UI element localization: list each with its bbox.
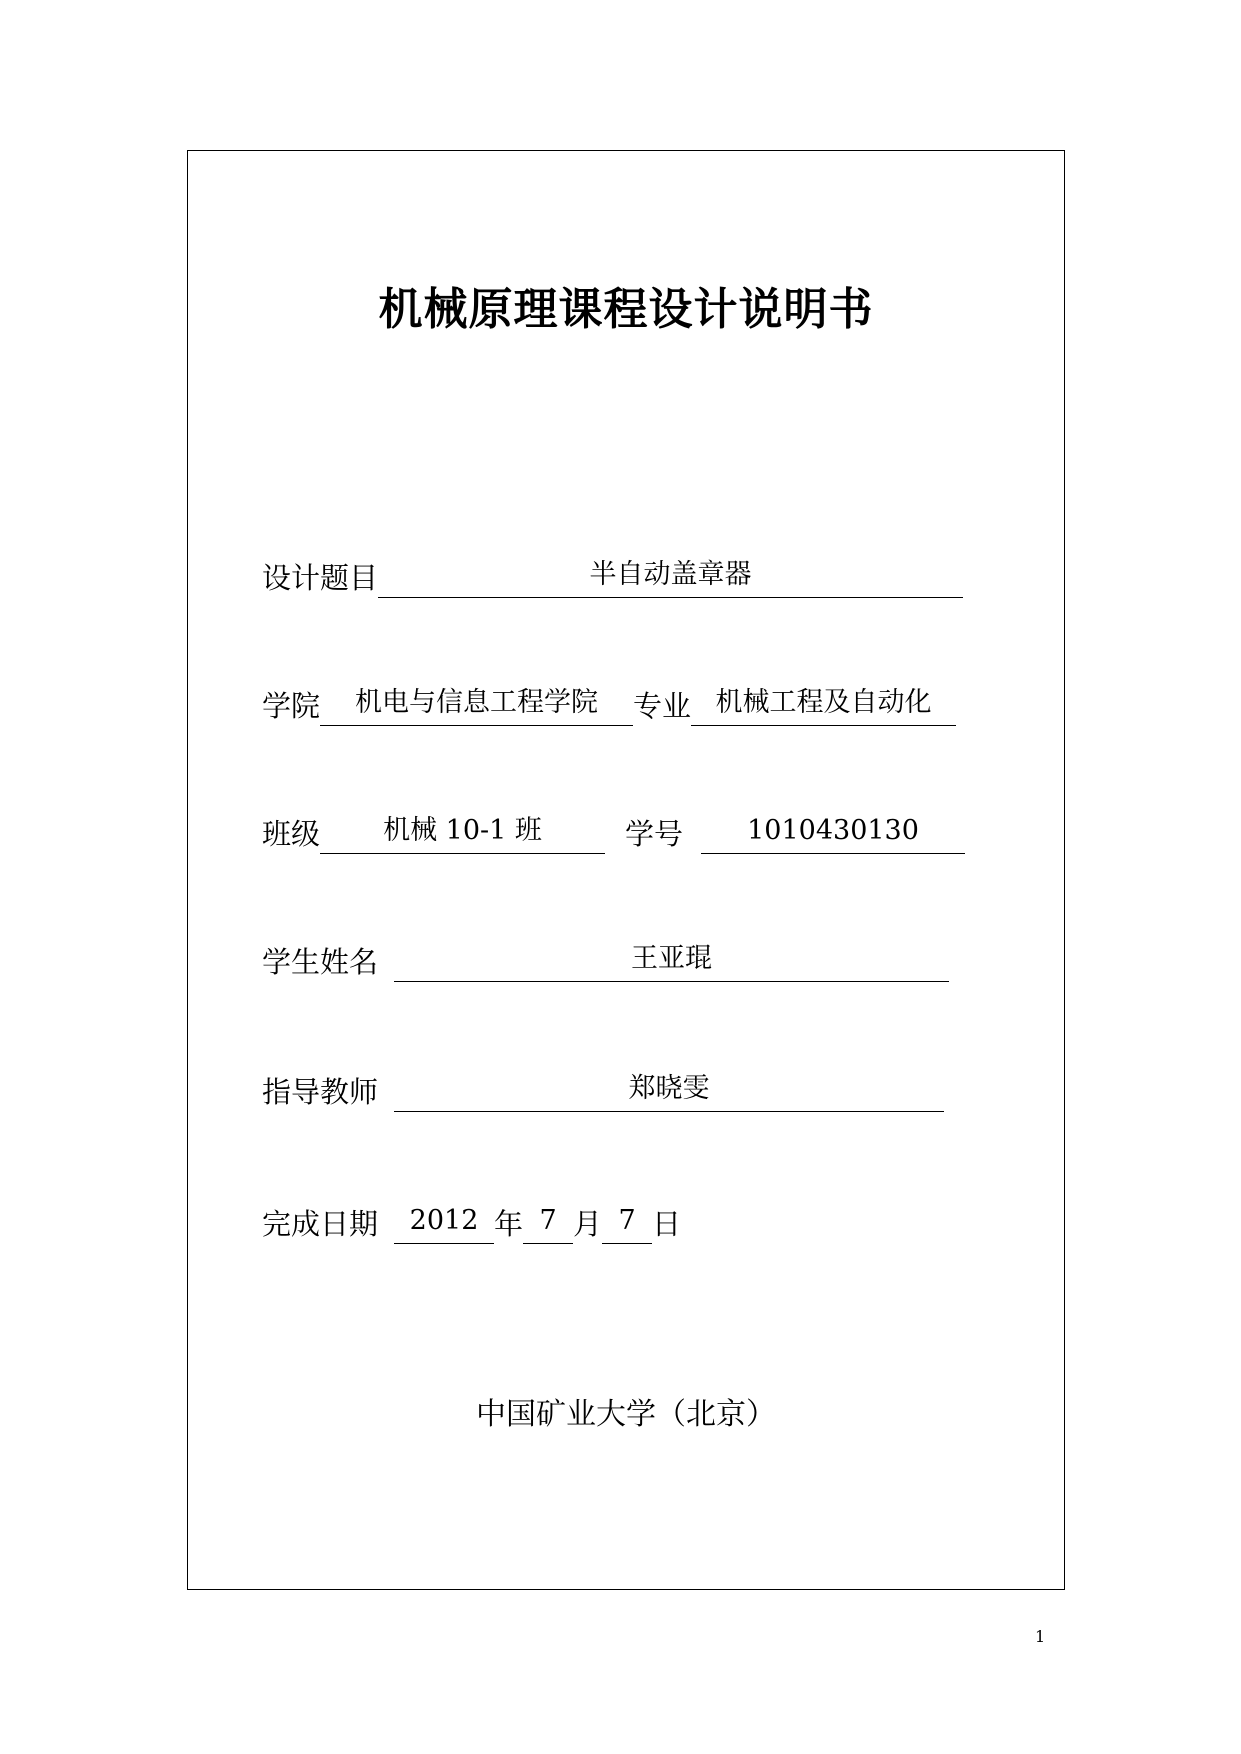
completion-date-row [262,1196,681,1244]
student-name-value: 王亚琨 [394,939,949,982]
completion-year-value: 2012 [394,1201,494,1244]
major-label: 专业 [633,689,692,723]
major-value: 机械工程及自动化 [691,683,956,726]
topic-value: 半自动盖章器 [378,555,963,598]
advisor-row [262,1064,944,1112]
topic-row [262,550,963,598]
month-unit: 月 [573,1207,603,1241]
document-title: 机械原理课程设计说明书 [378,284,874,335]
student-name-row [262,934,949,982]
class-id-row [262,806,965,854]
student-name-label: 学生姓名 [262,945,379,979]
university-name: 中国矿业大学（北京） [476,1397,776,1432]
day-unit: 日 [652,1207,682,1241]
page-number: 1 [1035,1627,1046,1646]
advisor-label: 指导教师 [262,1075,379,1109]
year-unit: 年 [494,1207,524,1241]
advisor-value: 郑晓雯 [394,1069,944,1112]
student-id-label: 学号 [625,817,684,851]
topic-label: 设计题目 [262,561,379,595]
student-id-value: 1010430130 [701,811,965,854]
college-major-row [262,678,956,726]
completion-month-value: 7 [523,1201,573,1244]
completion-date-label: 完成日期 [262,1207,379,1241]
class-label: 班级 [262,817,321,851]
class-value: 机械 10-1 班 [320,811,605,854]
cover-frame [187,150,1065,1590]
college-value: 机电与信息工程学院 [320,683,633,726]
college-label: 学院 [262,689,321,723]
completion-day-value: 7 [602,1201,652,1244]
